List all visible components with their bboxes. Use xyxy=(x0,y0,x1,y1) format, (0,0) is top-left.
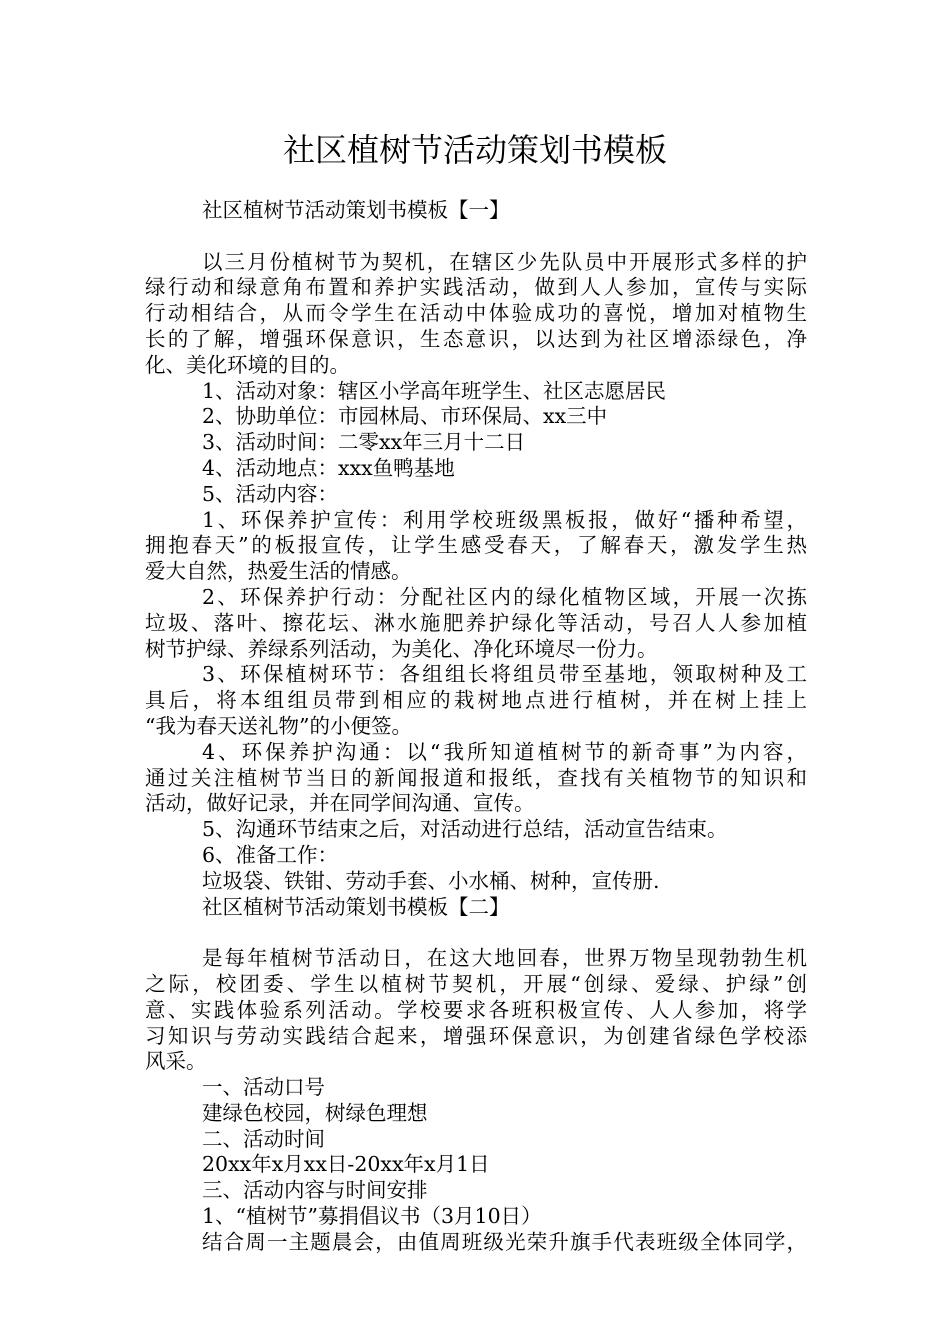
text-line: 具后，将本组组员带到相应的栽树地点进行植树，并在树上挂上 xyxy=(145,688,807,713)
text-line: 以三月份植树节为契机，在辖区少先队员中开展形式多样的护 xyxy=(202,249,807,274)
text-line: 5、活动内容： xyxy=(202,481,339,506)
text-line: 爱大自然，热爱生活的情感。 xyxy=(145,559,412,584)
text-line: 习知识与劳动实践结合起来，增强环保意识，为创建省绿色学校添 xyxy=(145,1023,807,1048)
text-line: 之际，校团委、学生以植树节契机，开展“创绿、爱绿、护绿”创 xyxy=(145,971,807,996)
text-line: 化、美化环境的目的。 xyxy=(145,352,350,377)
text-line: 通过关注植树节当日的新闻报道和报纸，查找有关植物节的知识和 xyxy=(145,765,807,790)
text-line: 拥抱春天”的板报宣传，让学生感受春天，了解春天，激发学生热 xyxy=(145,533,807,558)
text-line: 风采。 xyxy=(145,1049,207,1074)
text-line: 3、环保植树环节：各组组长将组员带至基地，领取树种及工 xyxy=(202,662,807,687)
text-line: 垃圾袋、铁钳、劳动手套、小水桶、树种，宣传册. xyxy=(202,868,660,893)
text-line: 4、活动地点：xxx鱼鸭基地 xyxy=(202,455,455,480)
text-line: 垃圾、落叶、擦花坛、淋水施肥养护绿化等活动，号召人人参加植 xyxy=(145,610,807,635)
blank-line xyxy=(145,920,807,946)
text-line: 3、活动时间：二零xx年三月十二日 xyxy=(202,430,526,455)
text-line: 活动，做好记录，并在同学间沟通、宣传。 xyxy=(145,791,535,816)
text-line: 1、环保养护宣传：利用学校班级黑板报，做好“播种希望， xyxy=(202,507,807,532)
text-line: 二、活动时间 xyxy=(202,1126,325,1151)
text-line: 意、实践体验系列活动。学校要求各班积极宣传、人人参加，将学 xyxy=(145,997,807,1022)
blank-line xyxy=(145,224,807,250)
text-line: 5、沟通环节结束之后，对活动进行总结，活动宣告结束。 xyxy=(202,817,728,842)
text-line: 行动相结合，从而令学生在活动中体验成功的喜悦，增加对植物生 xyxy=(145,301,807,326)
text-line: 4、环保养护沟通：以“我所知道植树节的新奇事”为内容， xyxy=(202,739,807,764)
document-title: 社区植树节活动策划书模板 xyxy=(282,131,667,169)
text-line: 三、活动内容与时间安排 xyxy=(202,1178,428,1203)
text-line: 绿行动和绿意角布置和养护实践活动，做到人人参加，宣传与实际 xyxy=(145,275,807,300)
text-line: 2、环保养护行动：分配社区内的绿化植物区域，开展一次拣 xyxy=(202,584,807,609)
text-line: 结合周一主题晨会，由值周班级光荣升旗手代表班级全体同学， xyxy=(202,1229,807,1254)
text-line: 社区植树节活动策划书模板【一】 xyxy=(202,198,510,222)
text-line: 20xx年x月xx日-20xx年x月1日 xyxy=(202,1152,490,1177)
text-line: 1、活动对象：辖区小学高年班学生、社区志愿居民 xyxy=(202,378,667,403)
text-line: 长的了解，增强环保意识，生态意识，以达到为社区增添绿色，净 xyxy=(145,326,807,351)
text-line: 6、准备工作： xyxy=(202,842,339,867)
text-line: 2、协助单位：市园林局、市环保局、xx三中 xyxy=(202,404,608,429)
text-line: 社区植树节活动策划书模板【二】 xyxy=(202,894,510,919)
text-line: 1、“植树节”募捐倡议书（3月10日） xyxy=(202,1204,542,1229)
document-body xyxy=(145,198,807,1256)
text-line: “我为春天送礼物”的小便签。 xyxy=(145,713,412,738)
text-line: 建绿色校园，树绿色理想 xyxy=(202,1100,428,1125)
text-line: 树节护绿、养绿系列活动，为美化、净化环境尽一份力。 xyxy=(145,636,658,661)
text-line: 是每年植树节活动日，在这大地回春，世界万物呈现勃勃生机 xyxy=(202,946,807,971)
text-line: 一、活动口号 xyxy=(202,1075,325,1100)
